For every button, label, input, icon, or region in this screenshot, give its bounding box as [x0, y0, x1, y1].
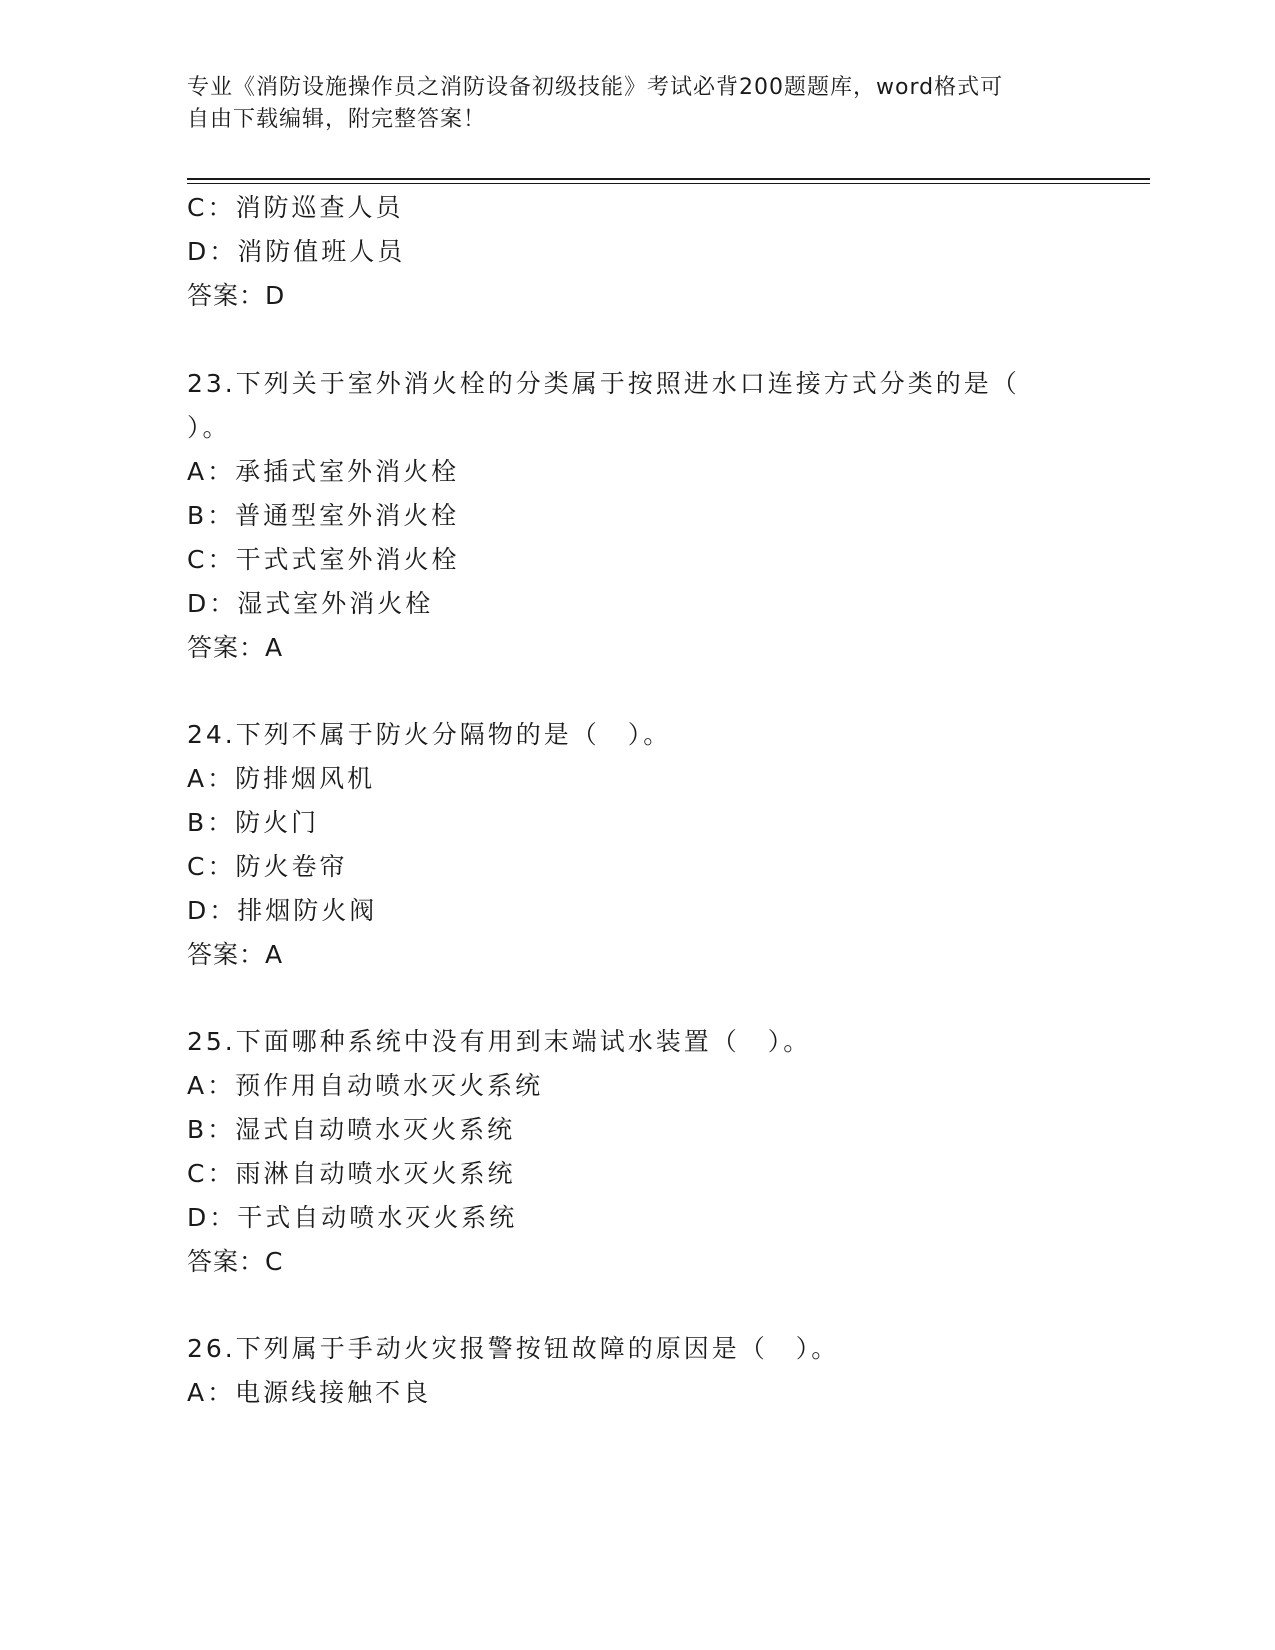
q24-option-a: A：防排烟风机: [187, 764, 376, 793]
header-divider-thick: [187, 178, 1150, 180]
q25-option-d: D：干式自动喷水灭火系统: [187, 1203, 518, 1232]
q25-stem: 25.下面哪种系统中没有用到末端试水装置（ ）。: [187, 1027, 812, 1056]
q24-answer: 答案：A: [187, 940, 284, 969]
q23-option-c: C：干式式室外消火栓: [187, 545, 460, 574]
header-title-line-2: 自由下载编辑，附完整答案！: [187, 107, 487, 132]
q26-option-a: A：电源线接触不良: [187, 1378, 432, 1407]
q22-option-d: D：消防值班人员: [187, 237, 406, 266]
header-divider-thin: [187, 183, 1150, 184]
q23-option-a: A：承插式室外消火栓: [187, 457, 460, 486]
q24-option-c: C：防火卷帘: [187, 852, 348, 881]
header-title-line-1: 专业《消防设施操作员之消防设备初级技能》考试必背200题题库，word格式可: [187, 75, 1004, 100]
q25-option-b: B：湿式自动喷水灭火系统: [187, 1115, 516, 1144]
q24-option-d: D：排烟防火阀: [187, 896, 378, 925]
q25-option-a: A：预作用自动喷水灭火系统: [187, 1071, 544, 1100]
q26-stem: 26.下列属于手动火灾报警按钮故障的原因是（ ）。: [187, 1334, 840, 1363]
document-header: [187, 72, 1067, 136]
q23-stem-line-1: 23.下列关于室外消火栓的分类属于按照进水口连接方式分类的是（: [187, 369, 1020, 398]
q24-option-b: B：防火门: [187, 808, 320, 837]
q24-stem: 24.下列不属于防火分隔物的是（ ）。: [187, 720, 672, 749]
q23-answer: 答案：A: [187, 633, 284, 662]
q22-answer: 答案：D: [187, 281, 286, 310]
q25-option-c: C：雨淋自动喷水灭火系统: [187, 1159, 516, 1188]
q22-option-c: C：消防巡查人员: [187, 193, 404, 222]
q23-option-b: B：普通型室外消火栓: [187, 501, 460, 530]
q23-option-d: D：湿式室外消火栓: [187, 589, 434, 618]
q23-stem-line-2: ）。: [187, 413, 231, 442]
q25-answer: 答案：C: [187, 1247, 284, 1276]
